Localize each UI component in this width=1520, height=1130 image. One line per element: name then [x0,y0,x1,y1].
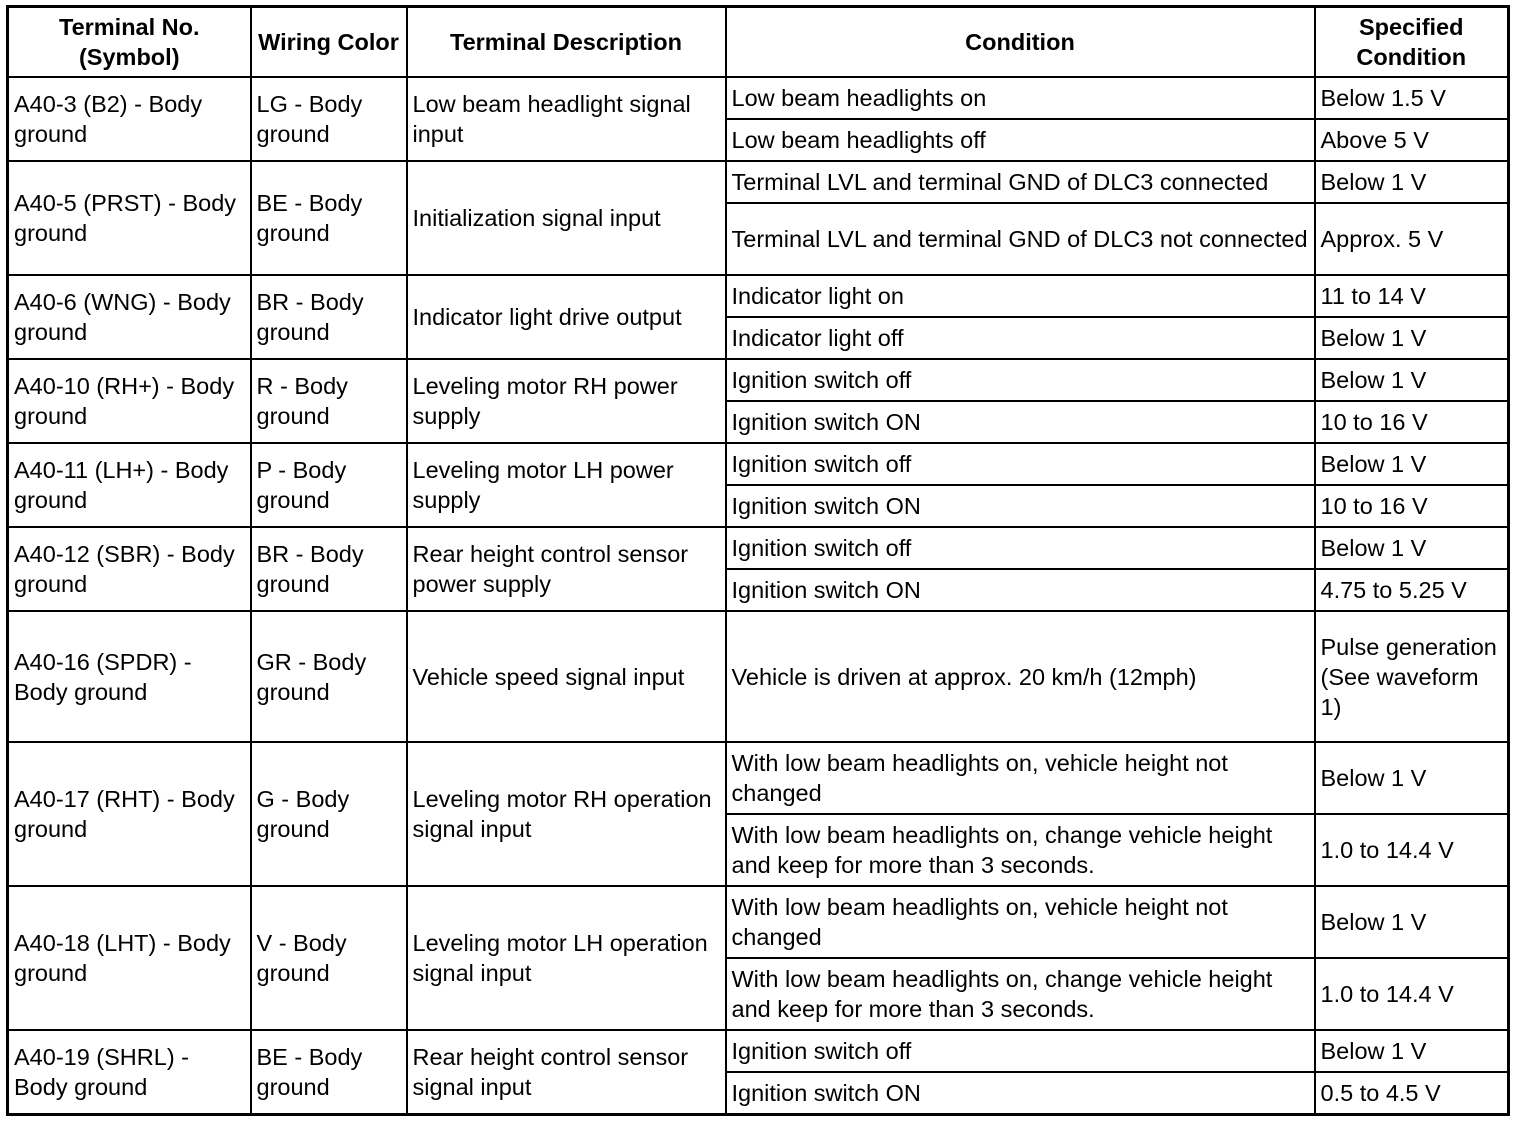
specified-condition-cell: Below 1 V [1315,443,1509,485]
table-row [8,1030,1509,1072]
terminal-cell: A40-3 (B2) - Body ground [8,77,251,161]
condition-cell: With low beam headlights on, change vehicle height and keep for more than 3 seconds. [726,958,1315,1030]
specified-condition-cell: Below 1 V [1315,742,1509,814]
wiring-color-cell: BR - Body ground [251,275,407,359]
condition-cell: Ignition switch ON [726,569,1315,611]
header-terminal-description: Terminal Description [407,7,726,78]
table-row [8,275,1509,317]
table-row [8,611,1509,742]
wiring-color-cell: P - Body ground [251,443,407,527]
condition-cell: Ignition switch off [726,1030,1315,1072]
specified-condition-cell: Pulse generation (See waveform 1) [1315,611,1509,742]
description-cell: Indicator light drive output [407,275,726,359]
specified-condition-cell: Below 1 V [1315,161,1509,203]
wiring-color-cell: BE - Body ground [251,1030,407,1115]
specified-condition-cell: 10 to 16 V [1315,485,1509,527]
specified-condition-cell: 1.0 to 14.4 V [1315,958,1509,1030]
specified-condition-cell: 1.0 to 14.4 V [1315,814,1509,886]
condition-cell: Terminal LVL and terminal GND of DLC3 not connected [726,203,1315,275]
description-cell: Leveling motor LH power supply [407,443,726,527]
wiring-color-cell: V - Body ground [251,886,407,1030]
terminal-cell: A40-16 (SPDR) - Body ground [8,611,251,742]
description-cell: Low beam headlight signal input [407,77,726,161]
condition-cell: With low beam headlights on, change vehicle height and keep for more than 3 seconds. [726,814,1315,886]
table-row [8,886,1509,958]
condition-cell: Indicator light off [726,317,1315,359]
header-condition: Condition [726,7,1315,78]
terminal-spec-table [6,5,1510,1116]
specified-condition-cell: Approx. 5 V [1315,203,1509,275]
header-row [8,7,1509,78]
header-terminal: Terminal No. (Symbol) [8,7,251,78]
wiring-color-cell: BE - Body ground [251,161,407,275]
terminal-cell: A40-6 (WNG) - Body ground [8,275,251,359]
condition-cell: Terminal LVL and terminal GND of DLC3 connected [726,161,1315,203]
wiring-color-cell: LG - Body ground [251,77,407,161]
description-cell: Rear height control sensor signal input [407,1030,726,1115]
condition-cell: Ignition switch ON [726,1072,1315,1115]
condition-cell: Indicator light on [726,275,1315,317]
terminal-cell: A40-18 (LHT) - Body ground [8,886,251,1030]
description-cell: Initialization signal input [407,161,726,275]
condition-cell: Ignition switch off [726,527,1315,569]
description-cell: Leveling motor RH operation signal input [407,742,726,886]
condition-cell: Low beam headlights off [726,119,1315,161]
wiring-color-cell: GR - Body ground [251,611,407,742]
specified-condition-cell: 0.5 to 4.5 V [1315,1072,1509,1115]
condition-cell: With low beam headlights on, vehicle height not changed [726,742,1315,814]
specified-condition-cell: Below 1 V [1315,1030,1509,1072]
condition-cell: Low beam headlights on [726,77,1315,119]
wiring-color-cell: G - Body ground [251,742,407,886]
condition-cell: With low beam headlights on, vehicle height not changed [726,886,1315,958]
specified-condition-cell: Below 1 V [1315,359,1509,401]
specified-condition-cell: Below 1.5 V [1315,77,1509,119]
specified-condition-cell: Below 1 V [1315,886,1509,958]
header-wiring-color: Wiring Color [251,7,407,78]
specified-condition-cell: 10 to 16 V [1315,401,1509,443]
table-row [8,527,1509,569]
terminal-cell: A40-5 (PRST) - Body ground [8,161,251,275]
table-row [8,161,1509,203]
description-cell: Vehicle speed signal input [407,611,726,742]
table-row [8,359,1509,401]
condition-cell: Ignition switch off [726,359,1315,401]
header-specified-condition: Specified Condition [1315,7,1509,78]
table-row [8,443,1509,485]
table-row [8,742,1509,814]
terminal-cell: A40-19 (SHRL) - Body ground [8,1030,251,1115]
table-row [8,77,1509,119]
description-cell: Leveling motor RH power supply [407,359,726,443]
specified-condition-cell: 4.75 to 5.25 V [1315,569,1509,611]
description-cell: Leveling motor LH operation signal input [407,886,726,1030]
condition-cell: Vehicle is driven at approx. 20 km/h (12mph) [726,611,1315,742]
terminal-cell: A40-12 (SBR) - Body ground [8,527,251,611]
condition-cell: Ignition switch ON [726,401,1315,443]
terminal-cell: A40-10 (RH+) - Body ground [8,359,251,443]
terminal-cell: A40-11 (LH+) - Body ground [8,443,251,527]
condition-cell: Ignition switch ON [726,485,1315,527]
specified-condition-cell: 11 to 14 V [1315,275,1509,317]
table-body [8,77,1509,1115]
specified-condition-cell: Below 1 V [1315,527,1509,569]
wiring-color-cell: R - Body ground [251,359,407,443]
specified-condition-cell: Above 5 V [1315,119,1509,161]
description-cell: Rear height control sensor power supply [407,527,726,611]
terminal-cell: A40-17 (RHT) - Body ground [8,742,251,886]
wiring-color-cell: BR - Body ground [251,527,407,611]
specified-condition-cell: Below 1 V [1315,317,1509,359]
condition-cell: Ignition switch off [726,443,1315,485]
